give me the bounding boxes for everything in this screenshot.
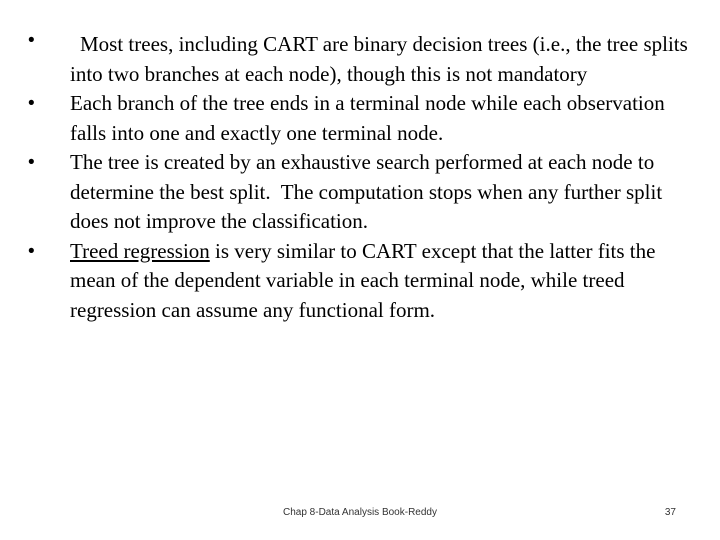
bullet-list (28, 30, 688, 325)
bullet-text: Most trees, including CART are binary decision trees (i.e., the tree splits into two branches at each node), though this is not mandatory (70, 32, 688, 86)
treed-regression-term: Treed regression (70, 238, 210, 263)
bullet-icon: • (28, 152, 35, 173)
bullet-item-treed-regression (28, 237, 688, 326)
bullet-item-binary-trees (28, 30, 688, 89)
bullet-text: The tree is created by an exhaustive search performed at each node to determine the best split. The computation stops when any further split does not improve the classification. (70, 150, 668, 233)
page-number: 37 (664, 507, 676, 518)
bullet-icon: • (28, 93, 35, 114)
bullet-text: is very similar to CART except that the latter fits the mean of the dependent variable in each terminal node, while treed regression can assume any functional form. (70, 238, 656, 322)
bullet-text: Each branch of the tree ends in a terminal node while each observation falls into one and exactly one terminal node. (70, 91, 665, 145)
bullet-item-terminal-node (28, 89, 688, 148)
bullet-item-exhaustive-search (28, 148, 688, 237)
footer-text: Chap 8-Data Analysis Book-Reddy (283, 507, 437, 518)
bullet-icon: • (28, 240, 35, 262)
bullet-icon: • (28, 30, 35, 51)
